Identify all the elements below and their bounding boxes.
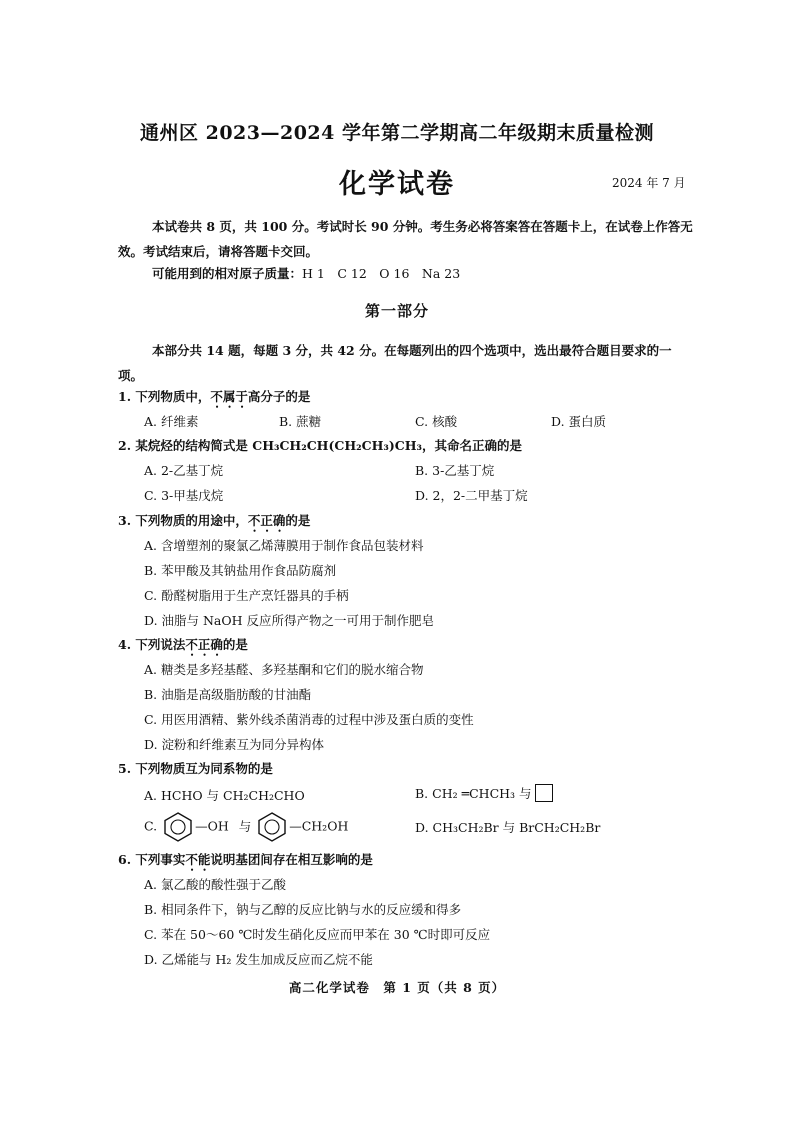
section-description: 本部分共 14 题，每题 3 分，共 42 分。在每题列出的四个选项中，选出最符合题目要求的一项。 (118, 343, 672, 383)
hydroxyl-group-label: —OH (195, 818, 229, 834)
exam-title: 通州区 2023—2024 学年第二学期高二年级期末质量检测 (140, 122, 654, 144)
question-5-option-b (415, 784, 553, 802)
question-3-emphasis: 不正确 (247, 513, 286, 528)
question-1-option-c: C. 核酸 (415, 414, 458, 429)
question-2-option-a: A. 2-乙基丁烷 (144, 463, 224, 478)
question-4-option-c: C. 用医用酒精、紫外线杀菌消毒的过程中涉及蛋白质的变性 (144, 712, 474, 727)
exam-date: 2024 年 7 月 (612, 176, 686, 190)
question-6-post: 说明基团间存在相互影响的是 (210, 852, 373, 867)
question-5: 5. 下列物质互为同系物的是 (118, 761, 273, 776)
question-4-option-d: D. 淀粉和纤维素互为同分异构体 (144, 737, 325, 752)
question-2: 2. 某烷烃的结构简式是 CH₃CH₂CH(CH₂CH₃)CH₃，其命名正确的是 (118, 438, 523, 453)
question-1-emphasis: 不属于 (210, 389, 248, 404)
benzene-ring-icon (255, 812, 289, 842)
question-3-option-d: D. 油脂与 NaOH 反应所得产物之一可用于制作肥皂 (144, 613, 435, 628)
hydroxymethyl-group-label: —CH₂OH (289, 818, 349, 834)
question-6 (118, 850, 373, 874)
question-3-option-a: A. 含增塑剂的聚氯乙烯薄膜用于制作食品包装材料 (144, 538, 424, 553)
question-2-option-d: D. 2，2-二甲基丁烷 (415, 488, 528, 503)
question-4-emphasis: 不正确 (185, 637, 223, 652)
question-4-pre: 4. 下列说法 (118, 637, 186, 652)
question-5-option-c-with: 与 (238, 818, 252, 834)
atomic-masses-values: H 1 C 12 O 16 Na 23 (302, 266, 461, 281)
question-1-option-d: D. 蛋白质 (551, 414, 607, 429)
page-footer: 高二化学试卷 第 1 页（共 8 页） (288, 980, 506, 995)
question-6-option-b: B. 相同条件下，钠与乙醇的反应比钠与水的反应缓和得多 (144, 902, 462, 917)
question-5-option-c (144, 812, 348, 842)
question-5-option-d: D. CH₃CH₂Br 与 BrCH₂CH₂Br (415, 820, 601, 835)
question-3 (118, 511, 310, 535)
question-6-pre: 6. 下列事实 (118, 852, 186, 867)
question-3-pre: 3. 下列物质的用途中， (118, 513, 248, 528)
question-1-option-a: A. 纤维素 (144, 414, 199, 429)
question-3-option-c: C. 酚醛树脂用于生产烹饪器具的手柄 (144, 588, 349, 603)
question-6-option-d: D. 乙烯能与 H₂ 发生加成反应而乙烷不能 (144, 952, 373, 967)
question-5-option-a: A. HCHO 与 CH₂CH₂CHO (144, 788, 305, 803)
question-3-option-b: B. 苯甲酸及其钠盐用作食品防腐剂 (144, 563, 337, 578)
section-title: 第一部分 (364, 302, 429, 320)
question-5-option-c-label: C. (144, 818, 158, 834)
exam-subtitle: 化学试卷 (339, 169, 455, 200)
question-4-option-b: B. 油脂是高级脂肪酸的甘油酯 (144, 687, 312, 702)
question-1-pre: 1. 下列物质中， (118, 389, 211, 404)
question-4-option-a: A. 糖类是多羟基醛、多羟基酮和它们的脱水缩合物 (144, 662, 424, 677)
question-6-emphasis: 不能 (185, 852, 211, 867)
atomic-masses-label: 可能用到的相对原子质量： (152, 266, 303, 281)
question-2-option-c: C. 3-甲基戊烷 (144, 488, 224, 503)
question-6-option-c: C. 苯在 50～60 ℃时发生硝化反应而甲苯在 30 ℃时即可反应 (144, 927, 491, 942)
question-1 (118, 387, 310, 411)
benzene-ring-icon (161, 812, 195, 842)
question-6-option-a: A. 氯乙酸的酸性强于乙酸 (144, 877, 286, 892)
question-5-option-b-text: B. CH₂ ═CHCH₃ 与 (415, 786, 532, 801)
atomic-masses (152, 264, 460, 282)
cyclobutane-structure-icon (535, 784, 553, 802)
question-1-post: 高分子的是 (247, 389, 311, 404)
question-2-option-b: B. 3-乙基丁烷 (415, 463, 495, 478)
exam-instructions: 本试卷共 8 页，共 100 分。考试时长 90 分钟。考生务必将答案答在答题卡上，在试卷上作答无效。考试结束后，请将答题卡交回。 (118, 219, 693, 259)
question-4-post: 的是 (222, 637, 248, 652)
question-4 (118, 635, 248, 659)
question-1-option-b: B. 蔗糖 (279, 414, 322, 429)
question-3-post: 的是 (285, 513, 311, 528)
